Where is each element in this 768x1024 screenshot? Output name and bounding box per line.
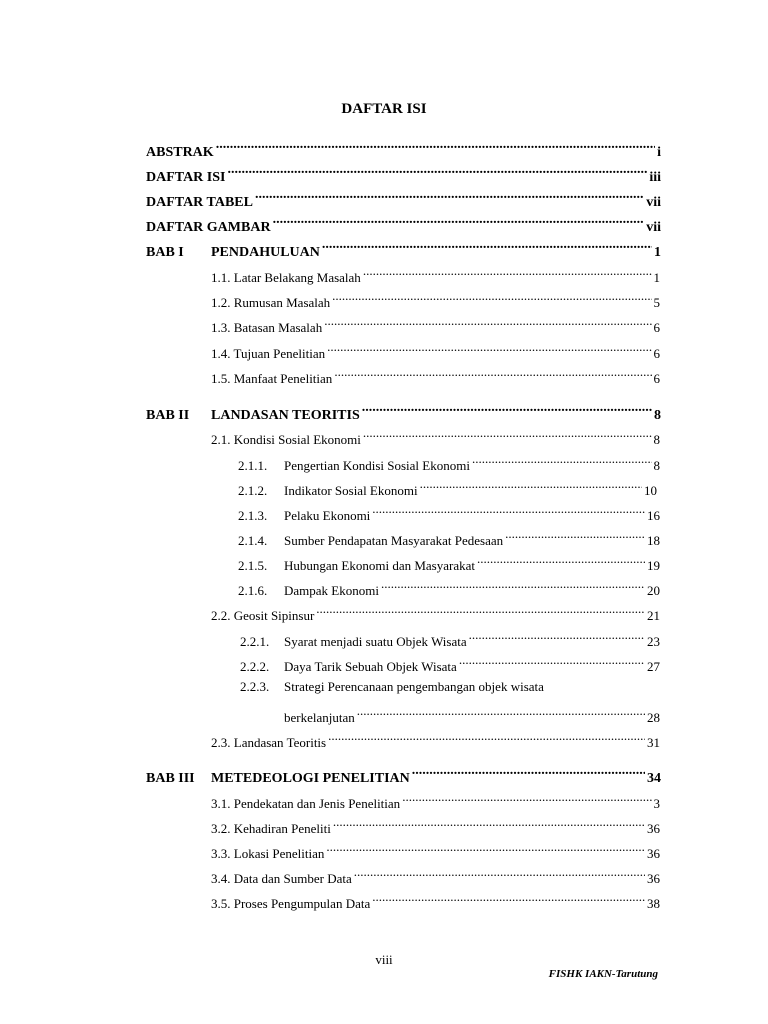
chapter-page: 8 — [654, 408, 661, 423]
toc-subsection-continuation[interactable] — [284, 704, 660, 727]
toc-section[interactable] — [211, 602, 660, 625]
section-label: 2.1. Kondisi Sosial Ekonomi — [211, 432, 361, 447]
toc-section[interactable] — [211, 840, 660, 863]
toc-section[interactable] — [211, 815, 660, 838]
toc-section[interactable] — [211, 790, 660, 813]
toc-chapter-bab-1[interactable] — [146, 238, 661, 262]
toc-subsection-wrapped[interactable] — [240, 678, 544, 696]
toc-entry-label: DAFTAR TABEL — [146, 195, 253, 210]
chapter-page: 1 — [654, 245, 661, 260]
section-page: 3 — [653, 796, 660, 811]
toc-entry-daftar-gambar[interactable] — [146, 213, 661, 237]
subsection-number: 2.1.1. — [238, 458, 268, 473]
subsection-page: 16 — [647, 508, 660, 523]
dot-leader — [363, 264, 652, 282]
dot-leader — [459, 653, 645, 671]
toc-chapter-bab-3[interactable] — [146, 764, 661, 788]
toc-entry-label: ABSTRAK — [146, 145, 214, 160]
chapter-number: BAB I — [146, 245, 184, 260]
subsection-number: 2.1.2. — [238, 483, 268, 498]
chapter-label: METEDEOLOGI PENELITIAN — [211, 771, 410, 786]
chapter-page: 34 — [647, 771, 661, 786]
toc-section[interactable] — [211, 865, 660, 888]
dot-leader — [227, 163, 647, 181]
section-label: 3.2. Kehadiran Peneliti — [211, 821, 331, 836]
toc-subsection[interactable] — [238, 577, 660, 600]
toc-entry-daftar-tabel[interactable] — [146, 188, 661, 212]
section-label: 2.3. Landasan Teoritis — [211, 735, 327, 750]
dot-leader — [472, 452, 652, 470]
dot-leader — [322, 238, 652, 256]
section-page: 5 — [653, 295, 660, 310]
section-page: 8 — [653, 432, 660, 447]
subsection-number: 2.1.4. — [238, 533, 268, 548]
dot-leader — [324, 314, 651, 332]
dot-leader — [255, 188, 644, 206]
dot-leader — [477, 552, 645, 570]
toc-subsection[interactable] — [238, 452, 660, 475]
section-label: 3.1. Pendekatan dan Jenis Penelitian — [211, 796, 401, 811]
toc-entry-page: iii — [649, 170, 661, 185]
dot-leader — [469, 628, 645, 646]
toc-section[interactable] — [211, 314, 660, 337]
toc-subsection[interactable] — [240, 628, 660, 651]
dot-leader — [326, 840, 645, 858]
chapter-number: BAB II — [146, 408, 190, 423]
subsection-label: Hubungan Ekonomi dan Masyarakat — [284, 558, 475, 573]
toc-entry-label: DAFTAR GAMBAR — [146, 220, 271, 235]
dot-leader — [327, 340, 651, 358]
subsection-page: 10 — [644, 483, 657, 498]
toc-section[interactable] — [211, 289, 660, 312]
subsection-number: 2.2.3. — [240, 679, 270, 694]
subsection-label: Indikator Sosial Ekonomi — [284, 483, 418, 498]
dot-leader — [328, 729, 645, 747]
subsection-label: Pelaku Ekonomi — [284, 508, 371, 523]
toc-section[interactable] — [211, 264, 660, 287]
subsection-page: 18 — [647, 533, 660, 548]
section-page: 6 — [653, 371, 660, 386]
dot-leader — [216, 138, 655, 156]
subsection-label-line1: Strategi Perencanaan pengembangan objek wisata — [284, 679, 544, 694]
toc-section[interactable] — [211, 365, 660, 388]
toc-subsection[interactable] — [240, 653, 660, 676]
chapter-number: BAB III — [146, 771, 195, 786]
toc-entry-abstrak[interactable] — [146, 138, 661, 162]
section-page: 6 — [653, 320, 660, 335]
subsection-number: 2.1.5. — [238, 558, 268, 573]
section-page: 6 — [653, 346, 660, 361]
dot-leader — [362, 401, 652, 419]
subsection-page: 8 — [653, 458, 660, 473]
toc-subsection[interactable] — [238, 477, 657, 500]
dot-leader — [357, 704, 645, 722]
dot-leader — [505, 527, 645, 545]
dot-leader — [363, 426, 652, 444]
toc-subsection[interactable] — [238, 552, 660, 575]
toc-chapter-bab-2[interactable] — [146, 401, 661, 425]
section-label: 1.4. Tujuan Penelitian — [211, 346, 326, 361]
section-label: 3.5. Proses Pengumpulan Data — [211, 896, 371, 911]
dot-leader — [333, 815, 645, 833]
section-label: 3.4. Data dan Sumber Data — [211, 871, 352, 886]
section-label: 1.1. Latar Belakang Masalah — [211, 270, 361, 285]
toc-section[interactable] — [211, 890, 660, 913]
dot-leader — [316, 602, 645, 620]
footer-institution: FISHK IAKN-Tarutung — [548, 968, 658, 980]
dot-leader — [420, 477, 642, 495]
subsection-page: 23 — [647, 634, 660, 649]
toc-entry-page: i — [657, 145, 661, 160]
subsection-label: Pengertian Kondisi Sosial Ekonomi — [284, 458, 470, 473]
section-label: 3.3. Lokasi Penelitian — [211, 846, 325, 861]
toc-section[interactable] — [211, 729, 660, 752]
subsection-page: 28 — [647, 710, 660, 725]
section-page: 36 — [647, 846, 660, 861]
section-page: 21 — [647, 608, 660, 623]
section-page: 1 — [653, 270, 660, 285]
subsection-page: 19 — [647, 558, 660, 573]
subsection-number: 2.1.3. — [238, 508, 268, 523]
section-page: 31 — [647, 735, 660, 750]
page-number: viii — [375, 952, 393, 967]
section-page: 36 — [647, 871, 660, 886]
chapter-label: PENDAHULUAN — [211, 245, 320, 260]
section-label: 1.3. Batasan Masalah — [211, 320, 323, 335]
subsection-number: 2.1.6. — [238, 583, 268, 598]
subsection-number: 2.2.1. — [240, 634, 270, 649]
dot-leader — [372, 502, 645, 520]
toc-entry-daftar-isi[interactable] — [146, 163, 661, 187]
dot-leader — [381, 577, 645, 595]
section-page: 36 — [647, 821, 660, 836]
section-label: 1.2. Rumusan Masalah — [211, 295, 331, 310]
dot-leader — [273, 213, 645, 231]
subsection-label-line2: berkelanjutan — [284, 710, 355, 725]
toc-entry-label: DAFTAR ISI — [146, 170, 226, 185]
toc-section[interactable] — [211, 340, 660, 363]
section-label: 1.5. Manfaat Penelitian — [211, 371, 333, 386]
dot-leader — [354, 865, 645, 883]
dot-leader — [372, 890, 645, 908]
subsection-number: 2.2.2. — [240, 659, 270, 674]
dot-leader — [334, 365, 651, 383]
page-title: DAFTAR ISI — [341, 101, 427, 117]
subsection-page: 27 — [647, 659, 660, 674]
section-label: 2.2. Geosit Sipinsur — [211, 608, 315, 623]
subsection-label: Dampak Ekonomi — [284, 583, 379, 598]
dot-leader — [332, 289, 651, 307]
subsection-label: Syarat menjadi suatu Objek Wisata — [284, 634, 467, 649]
toc-section[interactable] — [211, 426, 660, 449]
chapter-label: LANDASAN TEORITIS — [211, 408, 360, 423]
subsection-page: 20 — [647, 583, 660, 598]
toc-entry-page: vii — [646, 195, 661, 210]
toc-subsection[interactable] — [238, 527, 660, 550]
toc-entry-page: vii — [646, 220, 661, 235]
dot-leader — [412, 764, 645, 782]
section-page: 38 — [647, 896, 660, 911]
subsection-label: Daya Tarik Sebuah Objek Wisata — [284, 659, 457, 674]
toc-subsection[interactable] — [238, 502, 660, 525]
dot-leader — [402, 790, 651, 808]
subsection-label: Sumber Pendapatan Masyarakat Pedesaan — [284, 533, 504, 548]
